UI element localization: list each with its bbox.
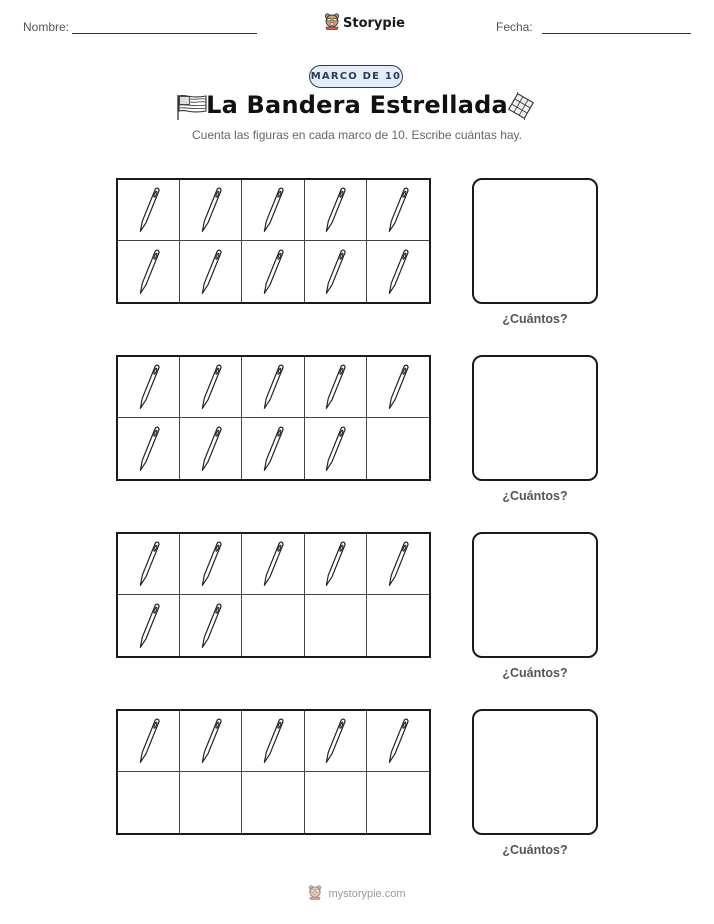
ten-frame (116, 355, 431, 481)
needle-icon (138, 424, 160, 474)
answer-box[interactable] (472, 532, 598, 658)
ten-frame-cell (118, 180, 180, 241)
ten-frame-cell (242, 418, 304, 479)
ten-frame-cell (180, 418, 242, 479)
brand-name: Storypie (343, 16, 405, 31)
ten-frame-cell (367, 357, 429, 418)
ten-frame-cell (367, 711, 429, 772)
ten-frame-cell (118, 534, 180, 595)
ten-frame-cell (367, 418, 429, 479)
ten-frame-cell (242, 595, 304, 656)
ten-frame-cell (118, 241, 180, 302)
ten-frame-cell (242, 241, 304, 302)
bear-mascot-icon (324, 12, 340, 35)
ten-frame-cell (242, 772, 304, 833)
needle-icon (138, 185, 160, 235)
ten-frame-cell (305, 180, 367, 241)
needle-icon (262, 247, 284, 297)
ten-frame-cell (305, 357, 367, 418)
ten-frame-cell (367, 772, 429, 833)
needle-icon (138, 539, 160, 589)
needle-icon (138, 601, 160, 651)
brand-logo (324, 12, 405, 35)
name-label: Nombre: (23, 20, 70, 34)
ten-frame-cell (305, 534, 367, 595)
answer-box[interactable] (472, 178, 598, 304)
ten-frame-cell (118, 711, 180, 772)
needle-icon (200, 185, 222, 235)
footer-url[interactable]: mystorypie.com (328, 887, 406, 900)
ten-frame-cell (305, 241, 367, 302)
needle-icon (324, 539, 346, 589)
ten-frame-cell (305, 418, 367, 479)
ten-frame-cell (118, 357, 180, 418)
needle-icon (324, 185, 346, 235)
needle-icon (138, 362, 160, 412)
instructions: Cuenta las figuras en cada marco de 10. Escribe cuántas hay. (192, 128, 522, 142)
ten-frame-cell (367, 595, 429, 656)
date-label: Fecha: (496, 20, 533, 34)
needle-icon (200, 716, 222, 766)
ten-frame-cell (367, 241, 429, 302)
needle-icon (387, 716, 409, 766)
needle-icon (387, 185, 409, 235)
ten-frame-cell (118, 595, 180, 656)
ten-frame-cell (367, 534, 429, 595)
question-label: ¿Cuántos? (502, 489, 568, 503)
needle-icon (262, 539, 284, 589)
ten-frame (116, 709, 431, 835)
needle-icon (200, 424, 222, 474)
ten-frame-cell (242, 180, 304, 241)
needle-icon (324, 362, 346, 412)
needle-icon (324, 247, 346, 297)
needle-icon (262, 716, 284, 766)
footer (0, 884, 714, 903)
answer-box[interactable] (472, 355, 598, 481)
ten-frame-cell (180, 534, 242, 595)
name-line[interactable] (72, 33, 257, 34)
needle-icon (200, 247, 222, 297)
ten-frame-cell (305, 772, 367, 833)
ten-frame-cell (305, 595, 367, 656)
ten-frame-cell (242, 534, 304, 595)
ten-frame-cell (180, 357, 242, 418)
quilt-icon (506, 92, 536, 125)
ten-frame-cell (180, 772, 242, 833)
ten-frame-cell (180, 711, 242, 772)
needle-icon (387, 247, 409, 297)
section-badge: MARCO DE 10 (309, 65, 403, 88)
needle-icon (262, 424, 284, 474)
ten-frame-cell (180, 595, 242, 656)
question-label: ¿Cuántos? (502, 666, 568, 680)
needle-icon (200, 539, 222, 589)
ten-frame (116, 532, 431, 658)
date-line[interactable] (542, 33, 691, 34)
needle-icon (324, 716, 346, 766)
ten-frame-cell (242, 711, 304, 772)
page-title: La Bandera Estrellada (206, 91, 508, 119)
needle-icon (200, 362, 222, 412)
bear-mascot-icon (308, 884, 322, 903)
needle-icon (138, 247, 160, 297)
ten-frame-cell (305, 711, 367, 772)
answer-box[interactable] (472, 709, 598, 835)
ten-frame-cell (118, 772, 180, 833)
question-label: ¿Cuántos? (502, 312, 568, 326)
needle-icon (262, 185, 284, 235)
ten-frame-cell (118, 418, 180, 479)
needle-icon (387, 362, 409, 412)
needle-icon (262, 362, 284, 412)
ten-frame-cell (367, 180, 429, 241)
ten-frame-cell (242, 357, 304, 418)
ten-frame (116, 178, 431, 304)
ten-frame-cell (180, 180, 242, 241)
needle-icon (387, 539, 409, 589)
needle-icon (200, 601, 222, 651)
needle-icon (138, 716, 160, 766)
needle-icon (324, 424, 346, 474)
ten-frame-cell (180, 241, 242, 302)
question-label: ¿Cuántos? (502, 843, 568, 857)
